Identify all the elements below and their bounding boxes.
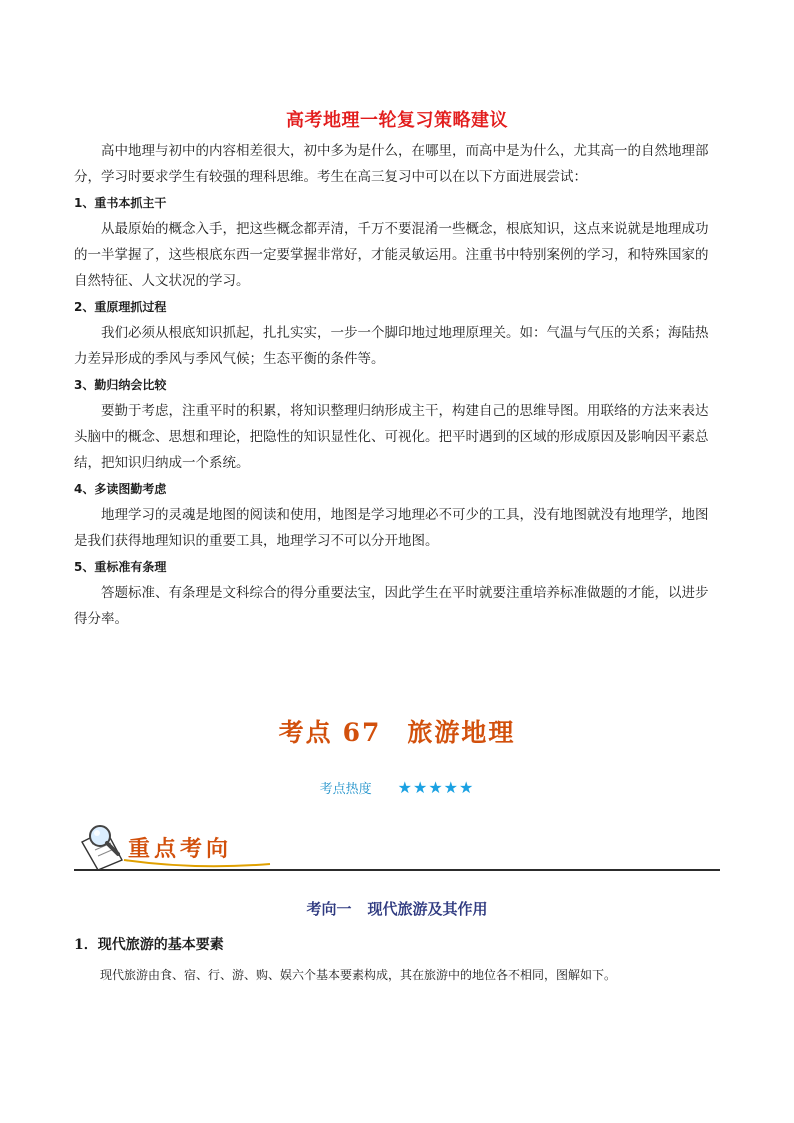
heat-label: 考点热度 — [319, 782, 372, 797]
section-body-1: 从最原始的概念入手，把这些概念都弄清，千万不要混淆一些概念，根底知识，这点来说就是地理成功的一半掌握了，这些根底东西一定要掌握非常好，才能灵敏运用。注重书中特别案例的学习，和特殊国家的自然特征、人文状况的学习。 — [74, 221, 709, 289]
intro-paragraph: 高中地理与初中的内容相差很大，初中多为是什么，在哪里，而高中是为什么，尤其高一的自然地理部分，学习时要求学生有较强的理科思维。考生在高三复习中可以在以下方面进展尝试： — [74, 143, 709, 185]
subheading: 1．现代旅游的基本要素 — [74, 937, 224, 953]
kaodian-label: 考点 — [278, 718, 333, 747]
section-body-2: 我们必须从根底知识抓起，扎扎实实，一步一个脚印地过地理原理关。如：气温与气压的关系；海陆热力差异形成的季风与季风气候；生态平衡的条件等。 — [74, 325, 709, 367]
document-title: 高考地理一轮复习策略建议 — [286, 110, 508, 131]
kaoxiang-name: 现代旅游及其作用 — [367, 900, 488, 918]
section-heading-1: 1、重书本抓主干 — [74, 196, 167, 210]
heat-stars: ★★★★★ — [397, 778, 475, 797]
kaodian-title — [0, 713, 794, 749]
heat-rating — [0, 778, 794, 797]
article-body — [74, 138, 720, 632]
section-body-5: 答题标准、有条理是文科综合的得分重要法宝，因此学生在平时就要注重培养标准做题的才能，以进步得分率。 — [74, 585, 709, 627]
banner-underline — [74, 869, 720, 871]
kaodian-name: 旅游地理 — [407, 718, 516, 747]
section-heading-4: 4、多读图勤考虑 — [74, 482, 167, 496]
kaoxiang-label: 考向一 — [306, 900, 352, 918]
kaoxiang-title — [0, 898, 794, 919]
section-heading-5: 5、重标准有条理 — [74, 560, 167, 574]
section-heading-2: 2、重原理抓过程 — [74, 300, 167, 314]
section-body-3: 要勤于考虑，注重平时的积累，将知识整理归纳形成主干，构建自己的思维导图。用联络的方法来表达头脑中的概念、思想和理论，把隐性的知识显性化、可视化。把平时遇到的区域的形成原因及影响因平素总结，把知识归纳成一个系统。 — [74, 403, 709, 471]
elements-paragraph: 现代旅游由食、宿、行、游、购、娱六个基本要素构成，其在旅游中的地位各不相同，图解如下。 — [100, 968, 617, 982]
section-body-4: 地理学习的灵魂是地图的阅读和使用，地图是学习地理必不可少的工具，没有地图就没有地理学，地图是我们获得地理知识的重要工具，地理学习不可以分开地图。 — [74, 507, 709, 549]
banner-title: 重点考向 — [128, 836, 233, 862]
kaodian-number: 67 — [342, 718, 382, 747]
section-heading-3: 3、勤归纳会比较 — [74, 378, 167, 392]
